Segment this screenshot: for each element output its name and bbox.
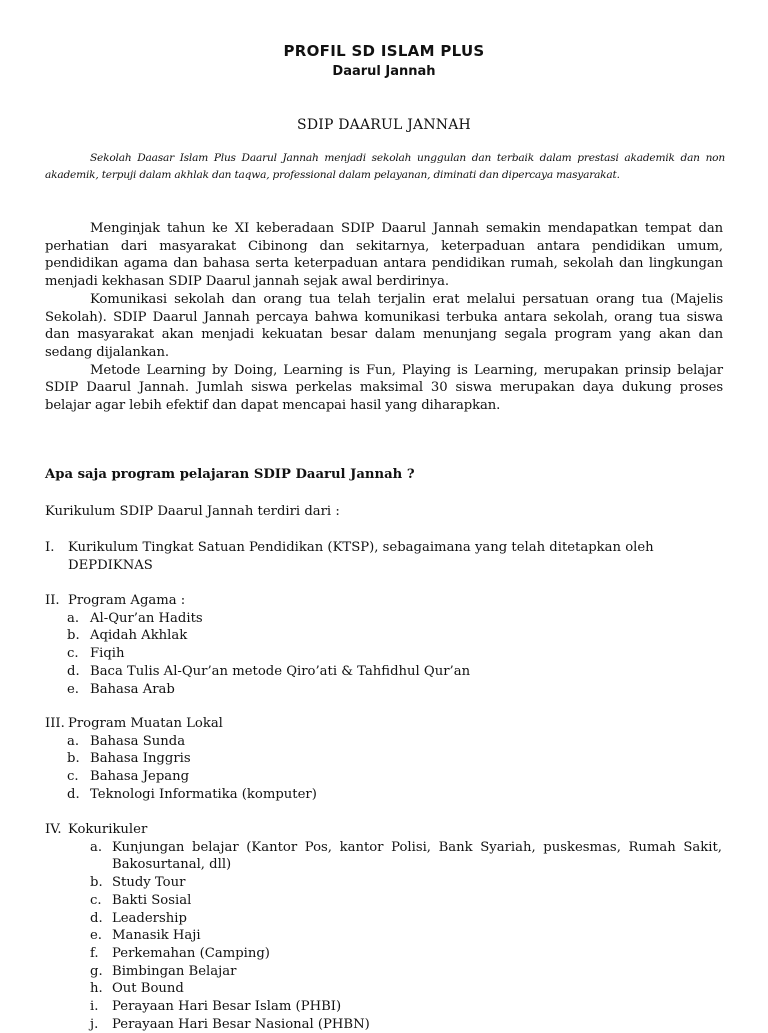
item-text: Study Tour bbox=[112, 875, 186, 891]
list-item bbox=[45, 1016, 722, 1033]
section-number: III. bbox=[45, 716, 65, 731]
item-text: Bahasa Sunda bbox=[90, 733, 186, 749]
list-item bbox=[45, 681, 725, 699]
item-letter: c. bbox=[67, 646, 79, 662]
section-label: Program Muatan Lokal bbox=[68, 716, 223, 731]
list-item bbox=[45, 945, 722, 963]
vision-statement: Sekolah Daasar Islam Plus Daarul Jannah menjadi sekolah unggulan dan terbaik dalam prestasi akademik dan non akademik, terpuji dalam akhlak dan taqwa, professional dalam pelayanan, diminati dan dipercaya masyarakat. bbox=[45, 152, 725, 181]
item-letter: b. bbox=[67, 751, 80, 767]
list-item bbox=[45, 839, 722, 874]
item-letter: b. bbox=[90, 875, 103, 891]
item-letter: e. bbox=[67, 681, 79, 697]
section-text: Kurikulum Tingkat Satuan Pendidikan (KTSP), sebagaimana yang telah ditetapkan oleh DEPDIKNAS bbox=[68, 540, 654, 573]
item-letter: c. bbox=[90, 892, 102, 908]
document-title: PROFIL SD ISLAM PLUS bbox=[283, 42, 485, 60]
section-label: Kokurikuler bbox=[68, 822, 148, 837]
item-letter: h. bbox=[90, 981, 103, 997]
item-letter: a. bbox=[90, 839, 103, 855]
item-letter: i. bbox=[90, 999, 99, 1015]
item-text: Bahasa Inggris bbox=[90, 751, 191, 767]
item-text: Bahasa Arab bbox=[90, 681, 175, 697]
item-text: Out Bound bbox=[112, 981, 184, 997]
document-subtitle: Daarul Jannah bbox=[332, 64, 436, 79]
list-item bbox=[45, 963, 722, 981]
section-heading bbox=[45, 715, 725, 733]
list-item bbox=[45, 927, 722, 945]
item-letter: d. bbox=[67, 663, 80, 679]
list-item bbox=[45, 874, 722, 892]
section-number: I. bbox=[45, 540, 55, 555]
item-text: Teknologi Informatika (komputer) bbox=[90, 786, 317, 802]
item-letter: e. bbox=[90, 928, 102, 944]
item-letter: g. bbox=[90, 963, 103, 979]
item-text: Leadership bbox=[112, 910, 187, 926]
item-text: Al-Qur’an Hadits bbox=[90, 610, 203, 626]
list-item bbox=[45, 980, 722, 998]
item-text: Baca Tulis Al-Qur’an metode Qiro’ati & Tahfidhul Qur’an bbox=[90, 663, 471, 679]
paragraph-method: Metode Learning by Doing, Learning is Fun, Playing is Learning, merupakan prinsip belajar SDIP Daarul Jannah. Jumlah siswa perkelas maksimal 30 siswa merupakan daya dukung proses belajar agar lebih efektif dan dapat mencapai hasil yang diharapkan. bbox=[45, 362, 723, 414]
item-letter: a. bbox=[67, 733, 80, 749]
item-text: Bakti Sosial bbox=[112, 892, 192, 908]
item-letter: d. bbox=[67, 786, 80, 802]
list-item bbox=[45, 786, 725, 804]
paragraph-communication: Komunikasi sekolah dan orang tua telah terjalin erat melalui persatuan orang tua (Majelis Sekolah). SDIP Daarul Jannah percaya bahwa komunikasi terbuka antara sekolah, orang tua siswa dan masyarakat akan menjadi kekuatan besar dalam menunjang segala program yang akan dan sedang dijalankan. bbox=[45, 291, 723, 360]
section-kokurikuler bbox=[45, 821, 725, 1033]
item-letter: a. bbox=[67, 610, 80, 626]
profile-paragraphs bbox=[45, 220, 723, 415]
section-muatan-lokal bbox=[45, 715, 725, 804]
program-question-heading: Apa saja program pelajaran SDIP Daarul Jannah ? bbox=[45, 467, 415, 482]
list-item bbox=[45, 645, 725, 663]
list-item bbox=[45, 627, 725, 645]
paragraph-history: Menginjak tahun ke XI keberadaan SDIP Daarul Jannah semakin mendapatkan tempat dan perhatian dari masyarakat Cibinong dan sekitarnya, keterpaduan antara pendidikan umum, pendidikan agama dan bahasa serta keterpaduan antara pendidikan rumah, sekolah dan lingkungan menjadi kekhasan SDIP Daarul jannah sejak awal berdirinya. bbox=[45, 221, 723, 290]
curriculum-intro: Kurikulum SDIP Daarul Jannah terdiri dari : bbox=[45, 504, 340, 519]
item-text: Perayaan Hari Besar Islam (PHBI) bbox=[112, 999, 342, 1015]
item-letter: b. bbox=[67, 628, 80, 644]
item-text: Manasik Haji bbox=[112, 928, 201, 944]
section-heading bbox=[45, 592, 725, 610]
list-item bbox=[45, 610, 725, 628]
item-text: Bimbingan Belajar bbox=[112, 963, 237, 979]
section-number: IV. bbox=[45, 822, 62, 837]
list-item bbox=[45, 750, 725, 768]
item-letter: f. bbox=[90, 945, 99, 961]
section-number: II. bbox=[45, 593, 60, 608]
item-text: Perkemahan (Camping) bbox=[112, 945, 270, 961]
school-name-heading: SDIP DAARUL JANNAH bbox=[297, 117, 471, 133]
list-item bbox=[45, 539, 725, 574]
list-item bbox=[45, 768, 725, 786]
item-letter: c. bbox=[67, 769, 79, 785]
item-text: Bahasa Jepang bbox=[90, 769, 190, 785]
list-item bbox=[45, 892, 722, 910]
item-text: Perayaan Hari Besar Nasional (PHBN) bbox=[112, 1016, 370, 1032]
list-item bbox=[45, 998, 722, 1016]
item-text: Aqidah Akhlak bbox=[90, 628, 188, 644]
section-heading bbox=[45, 821, 725, 839]
section-ktsp bbox=[45, 539, 725, 574]
list-item bbox=[45, 733, 725, 751]
item-text: Kunjungan belajar (Kantor Pos, kantor Polisi, Bank Syariah, puskesmas, Rumah Sakit, Bakosurtanal, dll) bbox=[112, 839, 722, 873]
section-label: Program Agama : bbox=[68, 593, 186, 608]
list-item bbox=[45, 663, 725, 681]
list-item bbox=[45, 910, 722, 928]
item-text: Fiqih bbox=[90, 646, 125, 662]
section-program-agama bbox=[45, 592, 725, 698]
item-letter: j. bbox=[90, 1016, 99, 1032]
item-letter: d. bbox=[90, 910, 103, 926]
